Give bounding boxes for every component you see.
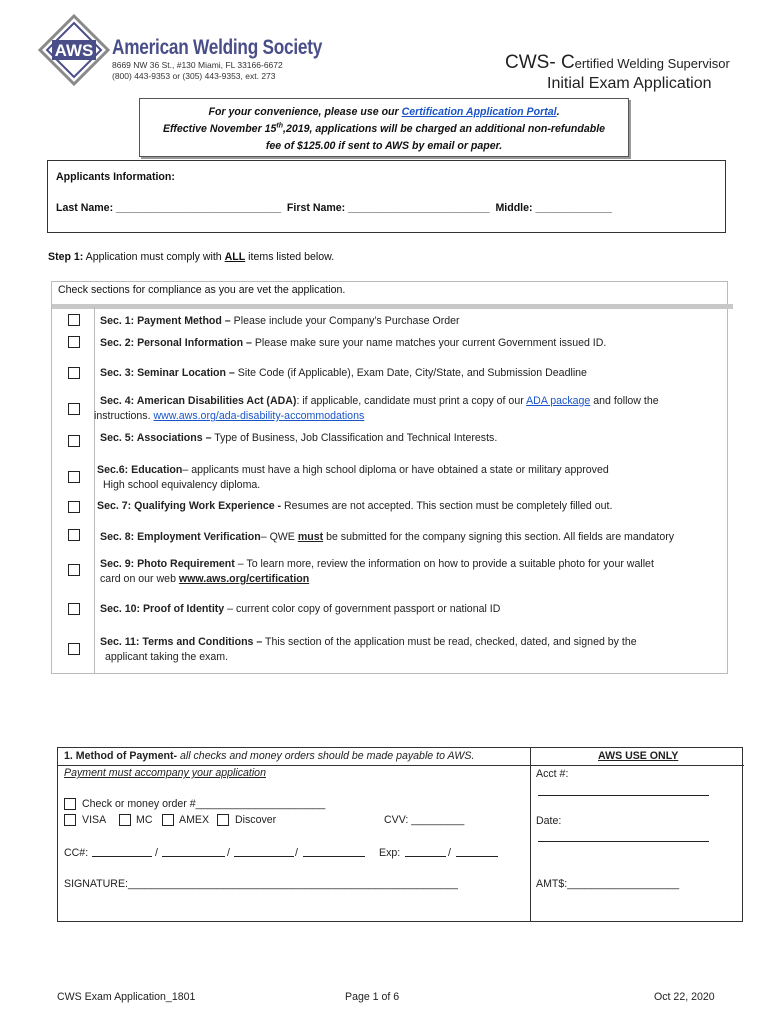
check-money-order-field[interactable]: Check or money order #______________________	[82, 798, 326, 810]
checkbox-amex[interactable]	[162, 814, 174, 826]
cc-label: CC#:	[64, 847, 89, 859]
footer-left: CWS Exam Application_1801	[57, 991, 196, 1003]
payment-section: 1. Method of Payment- all checks and money orders should be made payable to AWS. Payment must accompany your application Check or money order #______________________ VISA MC AMEX Discover CVV: _________ CC#: / / / Exp: / SIGNATURE:________________________________________________________ AWS USE ONLY Acct #: Date: AMT$:___________________	[57, 747, 743, 922]
aws-use-only-heading: AWS USE ONLY	[598, 750, 679, 762]
checkbox-sec11[interactable]	[68, 643, 80, 655]
org-address: 8669 NW 36 St., #130 Miami, FL 33166-6672 (800) 443-9353 or (305) 443-9353, ext. 273	[112, 60, 283, 81]
acct-field[interactable]	[538, 795, 709, 796]
aws-certification-link[interactable]: www.aws.org/certification	[178, 573, 310, 585]
aws-logo	[38, 14, 110, 86]
cvv-field[interactable]: CVV: _________	[384, 814, 465, 826]
date-label: Date:	[536, 815, 562, 827]
amt-field[interactable]: AMT$:___________________	[536, 878, 680, 890]
mc-label: MC	[136, 814, 153, 826]
checkbox-sec5[interactable]	[68, 435, 80, 447]
checklist-item-sec9: Sec. 9: Photo Requirement – To learn more, review the information on how to provide a suitable photo for your wallet card on our web www.aws.org/certification	[100, 558, 654, 585]
checkbox-sec1[interactable]	[68, 314, 80, 326]
checklist-header: Check sections for compliance as you are vet the application.	[52, 282, 733, 309]
visa-label: VISA	[82, 814, 107, 826]
checklist-item-sec2: Sec. 2: Personal Information – Please make sure your name matches your current Government issued ID.	[100, 337, 607, 349]
checklist-item-sec5: Sec. 5: Associations – Type of Business, Job Classification and Technical Interests.	[100, 432, 498, 444]
applicant-info-box	[47, 160, 726, 233]
exp-label: Exp:	[379, 847, 401, 859]
applicant-heading: Applicants Information:	[56, 171, 175, 183]
footer-date: Oct 22, 2020	[654, 991, 715, 1003]
checkbox-sec9[interactable]	[68, 564, 80, 576]
checkbox-sec7[interactable]	[68, 501, 80, 513]
payment-heading: 1. Method of Payment- all checks and money orders should be made payable to AWS.	[64, 750, 475, 762]
checklist-item-sec10: Sec. 10: Proof of Identity – current color copy of government passport or national ID	[100, 603, 501, 615]
org-name: American Welding Society	[112, 36, 323, 59]
footer-page-number: Page 1 of 6	[345, 991, 400, 1003]
discover-label: Discover	[235, 814, 277, 826]
checkbox-sec8[interactable]	[68, 529, 80, 541]
checkbox-sec10[interactable]	[68, 603, 80, 615]
svg-text:AWS: AWS	[54, 41, 94, 60]
checkbox-discover[interactable]	[217, 814, 229, 826]
checkbox-sec3[interactable]	[68, 367, 80, 379]
checklist-item-sec7: Sec. 7: Qualifying Work Experience - Resumes are not accepted. This section must be completely filled out.	[97, 500, 613, 512]
amex-label: AMEX	[179, 814, 210, 826]
checkbox-mc[interactable]	[119, 814, 131, 826]
signature-field[interactable]: SIGNATURE:________________________________________________________	[64, 878, 458, 890]
portal-link[interactable]: Certification Application Portal	[401, 106, 557, 118]
checkbox-sec6[interactable]	[68, 471, 80, 483]
checklist-item-sec11: Sec. 11: Terms and Conditions – This section of the application must be read, checked, dated, and signed by the applicant taking the exam.	[100, 636, 637, 663]
page-subtitle: Initial Exam Application	[547, 75, 712, 92]
applicant-name-fields[interactable]: Last Name: ____________________________ First Name: ________________________ Middle: _____________	[56, 202, 613, 214]
checklist-item-sec4: Sec. 4: American Disabilities Act (ADA): if applicable, candidate must print a copy of our ADA package and follow the instructions. www.aws.org/ada-disability-accommodations	[94, 395, 659, 422]
page-title: CWS- Certified Welding Supervisor	[505, 52, 730, 73]
acct-label: Acct #:	[536, 768, 569, 780]
checklist-item-sec3: Sec. 3: Seminar Location – Site Code (if Applicable), Exam Date, City/State, and Submission Deadline	[100, 367, 587, 379]
notice-box: For your convenience, please use our Certification Application Portal. Effective November 15th,2019, applications will be charged an additional non-refundable fee of $125.00 if sent to AWS by email or paper.	[139, 98, 629, 157]
ada-accommodations-link[interactable]: www.aws.org/ada-disability-accommodations	[153, 410, 365, 422]
checkbox-sec4[interactable]	[68, 403, 80, 415]
cc-number-field[interactable]	[303, 856, 365, 857]
exp-date-field[interactable]	[456, 856, 498, 857]
compliance-checklist	[51, 281, 728, 674]
checklist-item-sec1: Sec. 1: Payment Method – Please include your Company’s Purchase Order	[100, 315, 460, 327]
ada-package-link[interactable]: ADA package	[526, 395, 591, 407]
date-field[interactable]	[538, 841, 709, 842]
checkbox-check-money-order[interactable]	[64, 798, 76, 810]
checklist-item-sec6: Sec.6: Education– applicants must have a high school diploma or have obtained a state or military approved High school equivalency diploma.	[97, 464, 609, 491]
step1-text: Step 1: Application must comply with ALL items listed below.	[48, 251, 335, 263]
checklist-item-sec8: Sec. 8: Employment Verification– QWE must be submitted for the company signing this section. All fields are mandatory	[100, 531, 675, 543]
checkbox-sec2[interactable]	[68, 336, 80, 348]
payment-subheading: Payment must accompany your application	[64, 767, 266, 779]
checkbox-visa[interactable]	[64, 814, 76, 826]
